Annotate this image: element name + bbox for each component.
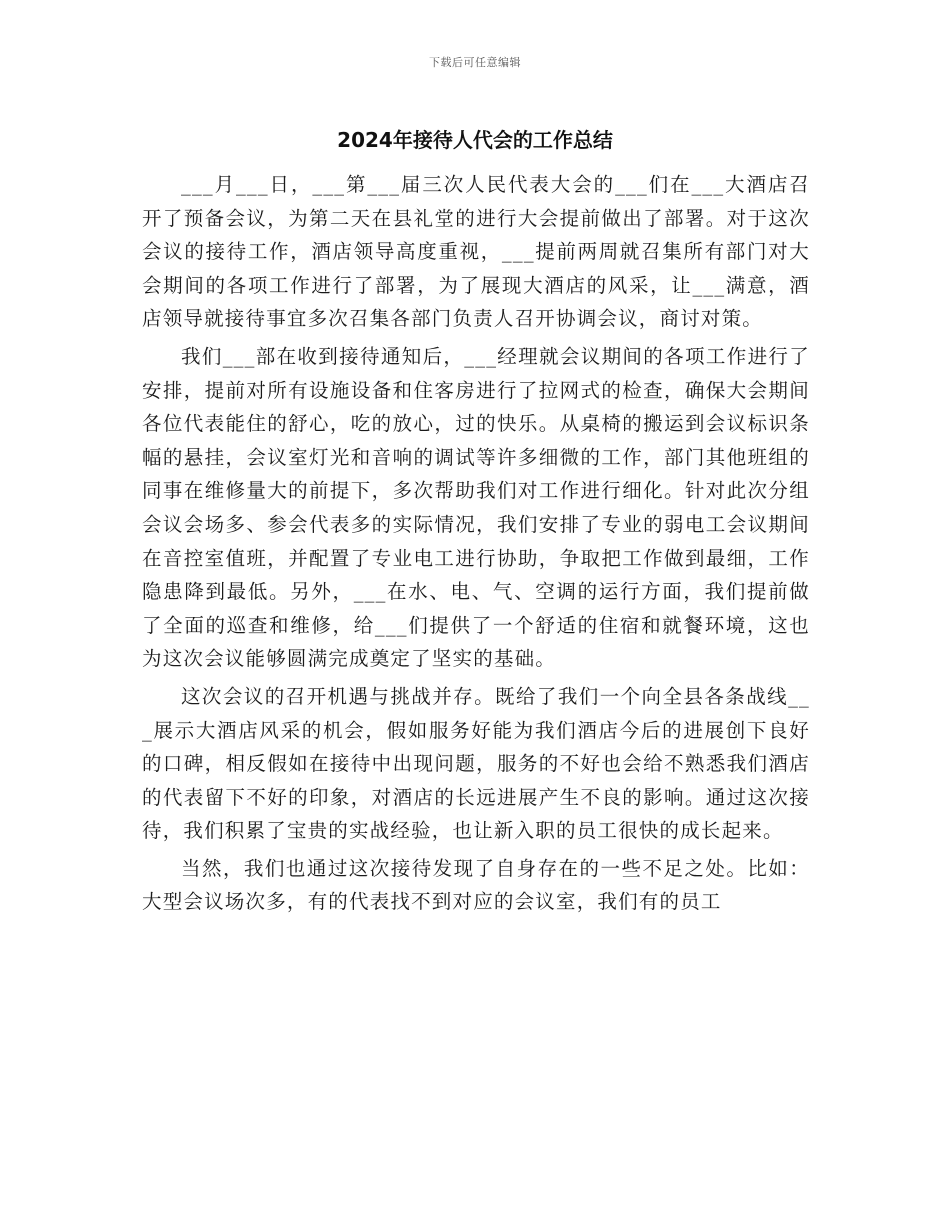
header-note: 下载后可任意编辑	[429, 56, 521, 69]
paragraph-3: 这次会议的召开机遇与挑战并存。既给了我们一个向全县各条战线___展示大酒店风采的机会，假如服务好能为我们酒店今后的进展创下良好的口碑，相反假如在接待中出现问题，服务的不好也会给不熟悉我们酒店的代表留下不好的印象，对酒店的长远进展产生不良的影响。通过这次接待，我们积累了宝贵的实战经验，也让新入职的员工很快的成长起来。	[142, 684, 810, 843]
document-body	[142, 168, 810, 923]
document-title: 2024年接待人代会的工作总结	[337, 128, 613, 152]
paragraph-4: 当然，我们也通过这次接待发现了自身存在的一些不足之处。比如：大型会议场次多，有的代表找不到对应的会议室，我们有的员工	[142, 856, 810, 914]
paragraph-2: 我们___部在收到接待通知后，___经理就会议期间的各项工作进行了安排，提前对所有设施设备和住客房进行了拉网式的检查，确保大会期间各位代表能住的舒心，吃的放心，过的快乐。从桌椅的搬运到会议标识条幅的悬挂，会议室灯光和音响的调试等许多细微的工作，部门其他班组的同事在维修量大的前提下，多次帮助我们对工作进行细化。针对此次分组会议会场多、参会代表多的实际情况，我们安排了专业的弱电工会议期间在音控室值班，并配置了专业电工进行协助，争取把工作做到最细，工作隐患降到最低。另外，___在水、电、气、空调的运行方面，我们提前做了全面的巡查和维修，给___们提供了一个舒适的住宿和就餐环境，这也为这次会议能够圆满完成奠定了坚实的基础。	[142, 344, 810, 671]
paragraph-1: ___月___日，___第___届三次人民代表大会的___们在___大酒店召开了预备会议，为第二天在县礼堂的进行大会提前做出了部署。对于这次会议的接待工作，酒店领导高度重视，___提前两周就召集所有部门对大会期间的各项工作进行了部署，为了展现大酒店的风采，让___满意，酒店领导就接待事宜多次召集各部门负责人召开协调会议，商讨对策。	[142, 173, 810, 331]
